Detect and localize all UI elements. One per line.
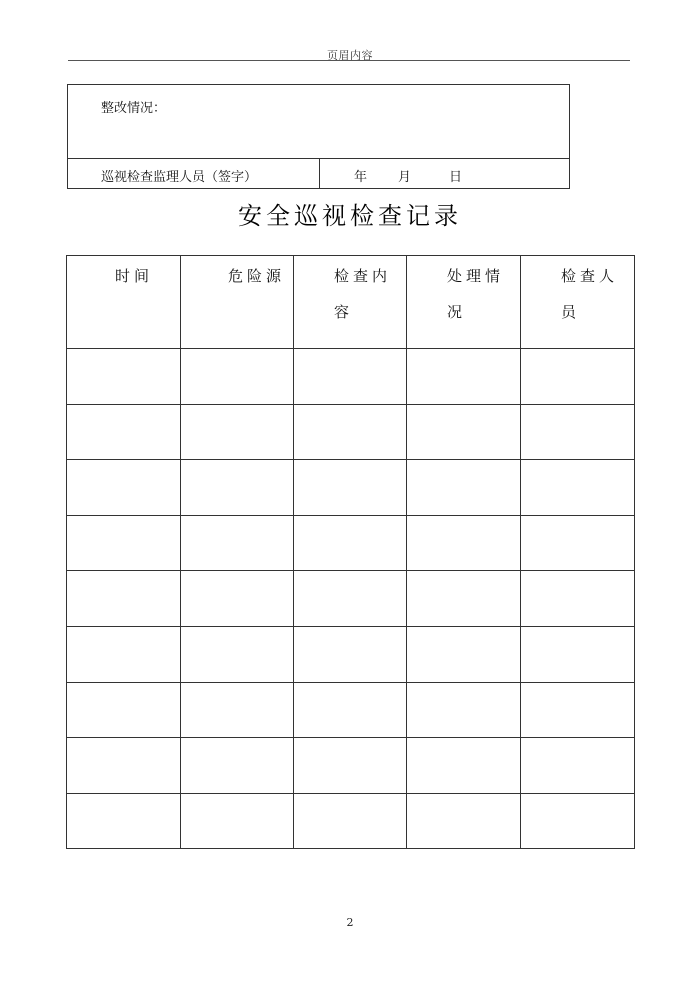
header-rule: [68, 60, 630, 61]
table-cell[interactable]: [294, 682, 407, 738]
table-cell[interactable]: [67, 515, 181, 571]
table-cell[interactable]: [181, 404, 294, 460]
table-cell[interactable]: [294, 349, 407, 405]
table-cell[interactable]: [294, 738, 407, 794]
column-header-inspector-line1: 检查人: [561, 267, 619, 285]
table-cell[interactable]: [181, 515, 294, 571]
table-row: [67, 738, 635, 794]
column-header-hazard-source-text: 危险源: [227, 267, 285, 285]
inspection-record-table: [66, 255, 635, 849]
column-header-inspector-line2: 员: [561, 303, 581, 321]
column-header-inspection-content-line1: 检查内: [334, 267, 392, 285]
table-cell[interactable]: [181, 571, 294, 627]
table-cell[interactable]: [407, 349, 521, 405]
table-cell[interactable]: [407, 571, 521, 627]
table-row: [67, 682, 635, 738]
table-cell[interactable]: [294, 460, 407, 516]
date-month-label: 月: [398, 170, 412, 185]
column-header-handling-status-line2: 况: [447, 303, 467, 321]
table-cell[interactable]: [181, 460, 294, 516]
table-row: [67, 571, 635, 627]
table-cell[interactable]: [67, 571, 181, 627]
table-cell[interactable]: [67, 738, 181, 794]
table-row: [67, 404, 635, 460]
table-cell[interactable]: [521, 626, 635, 682]
rectification-label: 整改情况：: [101, 101, 167, 116]
table-row: [67, 515, 635, 571]
table-cell[interactable]: [67, 404, 181, 460]
column-header-handling-status: [407, 256, 521, 349]
column-header-inspector: [521, 256, 635, 349]
table-cell[interactable]: [67, 626, 181, 682]
table-row: [67, 626, 635, 682]
table-cell[interactable]: [407, 460, 521, 516]
date-year-label: 年: [354, 170, 368, 185]
signature-label: 巡视检查监理人员（签字）: [101, 170, 258, 185]
table-row: [67, 349, 635, 405]
table-cell[interactable]: [181, 682, 294, 738]
table-row: [67, 460, 635, 516]
date-day-label: 日: [449, 170, 463, 185]
table-cell[interactable]: [521, 793, 635, 849]
table-cell[interactable]: [521, 738, 635, 794]
rectification-box: [67, 84, 570, 189]
table-cell[interactable]: [521, 515, 635, 571]
table-cell[interactable]: [407, 404, 521, 460]
table-cell[interactable]: [521, 571, 635, 627]
table-cell[interactable]: [407, 682, 521, 738]
table-cell[interactable]: [294, 515, 407, 571]
column-header-inspection-content: [294, 256, 407, 349]
table-cell[interactable]: [521, 682, 635, 738]
signature-divider: [319, 158, 320, 189]
table-cell[interactable]: [407, 515, 521, 571]
table-cell[interactable]: [181, 626, 294, 682]
table-cell[interactable]: [181, 349, 294, 405]
table-cell[interactable]: [67, 793, 181, 849]
table-cell[interactable]: [67, 460, 181, 516]
table-cell[interactable]: [521, 460, 635, 516]
table-cell[interactable]: [294, 571, 407, 627]
table-header-row: [67, 256, 635, 349]
table-cell[interactable]: [181, 793, 294, 849]
table-cell[interactable]: [521, 349, 635, 405]
page-header: 页眉内容: [327, 49, 373, 62]
table-row: [67, 793, 635, 849]
column-header-time-text: 时间: [115, 267, 154, 285]
column-header-hazard-source: [181, 256, 294, 349]
table-cell[interactable]: [294, 793, 407, 849]
column-header-time: [67, 256, 181, 349]
table-cell[interactable]: [407, 793, 521, 849]
column-header-inspection-content-line2: 容: [334, 303, 354, 321]
table-cell[interactable]: [181, 738, 294, 794]
table-cell[interactable]: [407, 738, 521, 794]
table-cell[interactable]: [407, 626, 521, 682]
table-cell[interactable]: [521, 404, 635, 460]
table-cell[interactable]: [67, 349, 181, 405]
column-header-handling-status-line1: 处理情: [447, 267, 505, 285]
document-title: 安全巡视检查记录: [238, 202, 462, 230]
table-cell[interactable]: [67, 682, 181, 738]
table-cell[interactable]: [294, 626, 407, 682]
page-number: 2: [346, 916, 354, 929]
table-cell[interactable]: [294, 404, 407, 460]
table-body: [67, 349, 635, 849]
